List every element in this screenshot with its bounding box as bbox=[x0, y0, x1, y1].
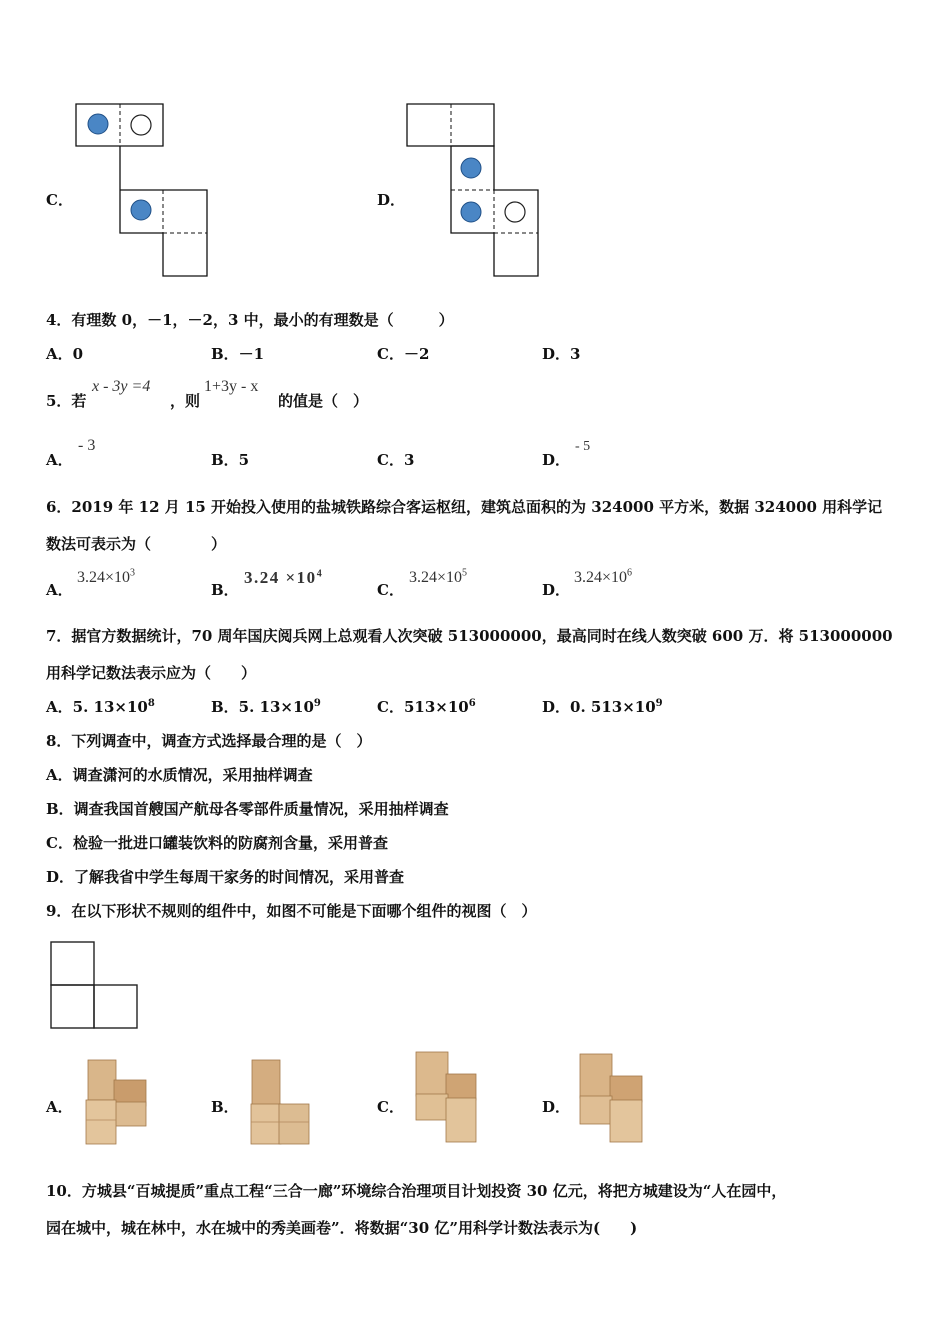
q9-option-b-blocks[interactable] bbox=[249, 1058, 313, 1148]
q6-option-a-value: $3.24\times 10^3$ bbox=[77, 567, 136, 586]
q6-option-c-value: $3.24\times 10^5$ bbox=[409, 567, 468, 586]
q9-stem: 9．在以下形状不规则的组件中，如图不可能是下面哪个组件的视图（ ） bbox=[46, 902, 537, 920]
q6-option-b-label[interactable]: B． bbox=[211, 581, 239, 599]
q8-stem: 8．下列调查中，调查方式选择最合理的是（ ） bbox=[46, 732, 372, 750]
q10-stem-line1: 10．方城县“百城提质”重点工程“三合一廊”环境综合治理项目计划投资 30 亿元，将把方城建设为“人在园中， bbox=[46, 1182, 787, 1200]
filled-circle bbox=[461, 202, 481, 222]
q5-condition: x - 3y =4 bbox=[92, 378, 151, 395]
q6-stem-line1: 6．2019 年 12 月 15 开始投入使用的盐城铁路综合客运枢纽，建筑总面积的为 324000 平方米，数据 324000 用科学记 bbox=[46, 498, 883, 516]
q7-option-b[interactable]: B．5. $13\times 10^9$ bbox=[211, 698, 321, 716]
q4-option-b[interactable]: B．－1 bbox=[211, 345, 265, 363]
filled-circle bbox=[88, 114, 108, 134]
q10-stem-line2: 园在城中，城在林中，水在城中的秀美画卷”．将数据“30 亿”用科学计数法表示为( ) bbox=[46, 1219, 638, 1237]
q6-option-d-label[interactable]: D． bbox=[542, 581, 571, 599]
q5-option-a-value: - 3 bbox=[78, 437, 96, 454]
q5-expression: 1+3y - x bbox=[204, 378, 259, 395]
q5-option-a-label[interactable]: A． bbox=[46, 451, 73, 469]
q6-option-d-value: $3.24\times 10^6$ bbox=[574, 567, 633, 586]
q9-option-d-blocks[interactable] bbox=[578, 1052, 648, 1146]
filled-circle bbox=[461, 158, 481, 178]
q4-option-c[interactable]: C．－2 bbox=[377, 345, 430, 363]
q6-stem-line2: 数法可表示为（ ） bbox=[46, 535, 227, 553]
q5-option-d-value: - 5 bbox=[575, 439, 591, 454]
filled-circle bbox=[131, 200, 151, 220]
q5-option-c[interactable]: C．3 bbox=[377, 451, 415, 469]
q6-option-b-value: $3.24 \times 10^4$ bbox=[244, 568, 324, 587]
q9-option-a-label[interactable]: A． bbox=[46, 1098, 73, 1116]
q9-option-c-label[interactable]: C． bbox=[377, 1098, 404, 1116]
q7-option-d[interactable]: D．0. $513\times 10^9$ bbox=[542, 698, 663, 716]
q5-suffix: 的值是（ ） bbox=[278, 392, 369, 410]
q9-option-d-label[interactable]: D． bbox=[542, 1098, 571, 1116]
q6-option-a-label[interactable]: A． bbox=[46, 581, 73, 599]
q5-option-b[interactable]: B．5 bbox=[211, 451, 250, 469]
q7-option-a[interactable]: A．5. $13\times 10^8$ bbox=[46, 698, 155, 716]
q4-option-d[interactable]: D．3 bbox=[542, 345, 581, 363]
q8-option-a[interactable]: A．调查潇河的水质情况，采用抽样调查 bbox=[46, 766, 313, 784]
q8-option-b[interactable]: B．调查我国首艘国产航母各零部件质量情况，采用抽样调查 bbox=[46, 800, 449, 818]
q5-prefix: 5．若 bbox=[46, 392, 87, 410]
q7-option-c[interactable]: C．$513\times 10^6$ bbox=[377, 698, 476, 716]
q8-option-d[interactable]: D．了解我省中学生每周干家务的时间情况，采用普查 bbox=[46, 868, 405, 886]
q5-mid: ，则 bbox=[170, 392, 201, 410]
q4-option-a[interactable]: A．0 bbox=[46, 345, 84, 363]
q3-option-c-label: C． bbox=[46, 191, 73, 209]
q6-option-c-label[interactable]: C． bbox=[377, 581, 404, 599]
q5-option-d-label[interactable]: D． bbox=[542, 451, 571, 469]
q7-stem-line2: 用科学记数法表示应为（ ） bbox=[46, 664, 257, 682]
q9-option-c-blocks[interactable] bbox=[414, 1050, 480, 1146]
empty-circle bbox=[505, 202, 525, 222]
empty-circle bbox=[131, 115, 151, 135]
q9-option-a-blocks[interactable] bbox=[84, 1058, 150, 1148]
q3-option-d-label: D． bbox=[377, 191, 406, 209]
q9-option-b-label[interactable]: B． bbox=[211, 1098, 239, 1116]
q8-option-c[interactable]: C．检验一批进口罐装饮料的防腐剂含量，采用普查 bbox=[46, 834, 388, 852]
q4-stem: 4．有理数 0，－1，－2，3 中，最小的有理数是（ ） bbox=[46, 311, 454, 329]
q3-option-c-net[interactable] bbox=[74, 102, 209, 278]
q7-stem-line1: 7．据官方数据统计，70 周年国庆阅兵网上总观看人次突破 513000000，最高同时在线人数突破 600 万．将 513000000 bbox=[46, 627, 893, 645]
q3-option-d-net[interactable] bbox=[405, 102, 540, 278]
q9-view-figure bbox=[50, 941, 140, 1031]
